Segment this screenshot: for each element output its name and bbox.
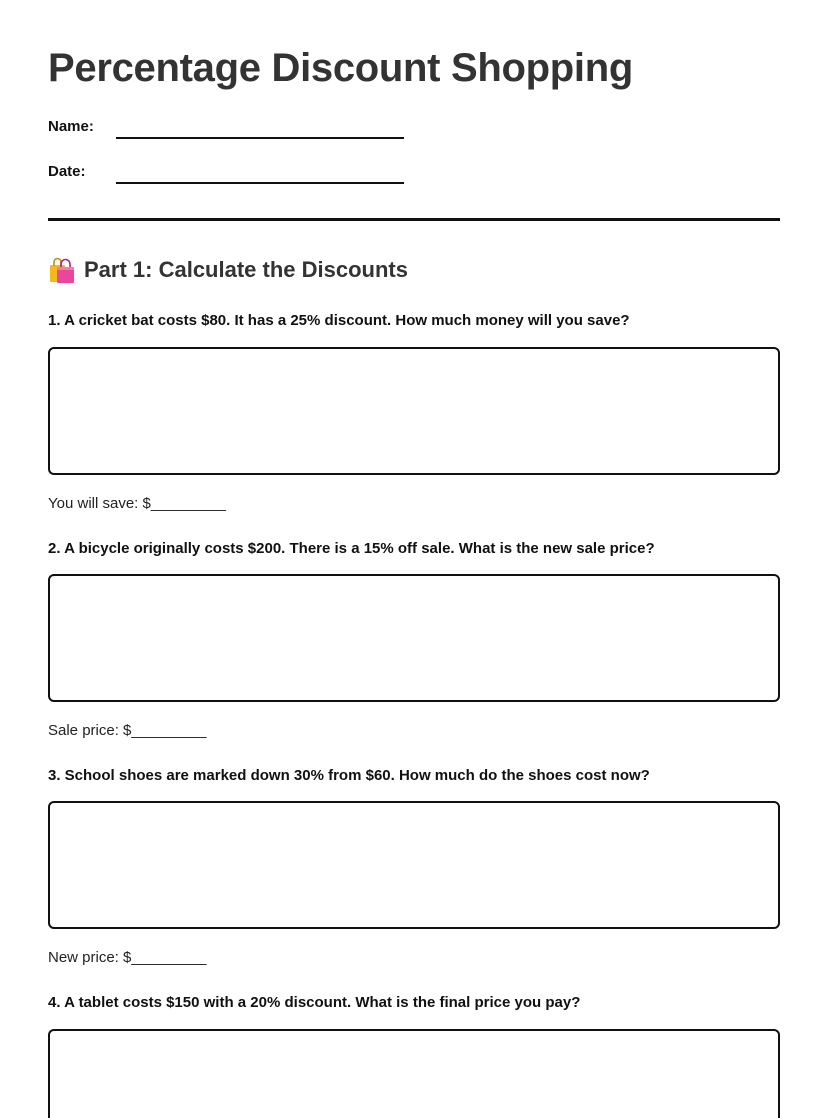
answer-prompt-2: Sale price: $_________ [48, 722, 207, 739]
page-title: Percentage Discount Shopping [48, 46, 633, 90]
date-input-line[interactable] [116, 182, 404, 184]
question-3: 3. School shoes are marked down 30% from $60. How much do the shoes cost now? [48, 767, 650, 784]
date-label: Date: [48, 163, 86, 180]
section-heading-text: Part 1: Calculate the Discounts [84, 257, 408, 282]
date-field[interactable] [48, 163, 428, 193]
answer-prompt-1: You will save: $_________ [48, 495, 226, 512]
section-heading [48, 256, 408, 284]
answer-box-4[interactable] [48, 1029, 780, 1118]
question-2: 2. A bicycle originally costs $200. There is a 15% off sale. What is the new sale price? [48, 540, 655, 557]
answer-box-1[interactable] [48, 347, 780, 475]
question-1: 1. A cricket bat costs $80. It has a 25% discount. How much money will you save? [48, 312, 630, 329]
name-input-line[interactable] [116, 137, 404, 139]
answer-box-3[interactable] [48, 801, 780, 929]
shopping-bags-icon [48, 256, 76, 284]
header-divider [48, 218, 780, 221]
answer-box-2[interactable] [48, 574, 780, 702]
question-4: 4. A tablet costs $150 with a 20% discount. What is the final price you pay? [48, 994, 581, 1011]
name-field[interactable] [48, 118, 428, 148]
answer-prompt-3: New price: $_________ [48, 949, 207, 966]
name-label: Name: [48, 118, 94, 135]
